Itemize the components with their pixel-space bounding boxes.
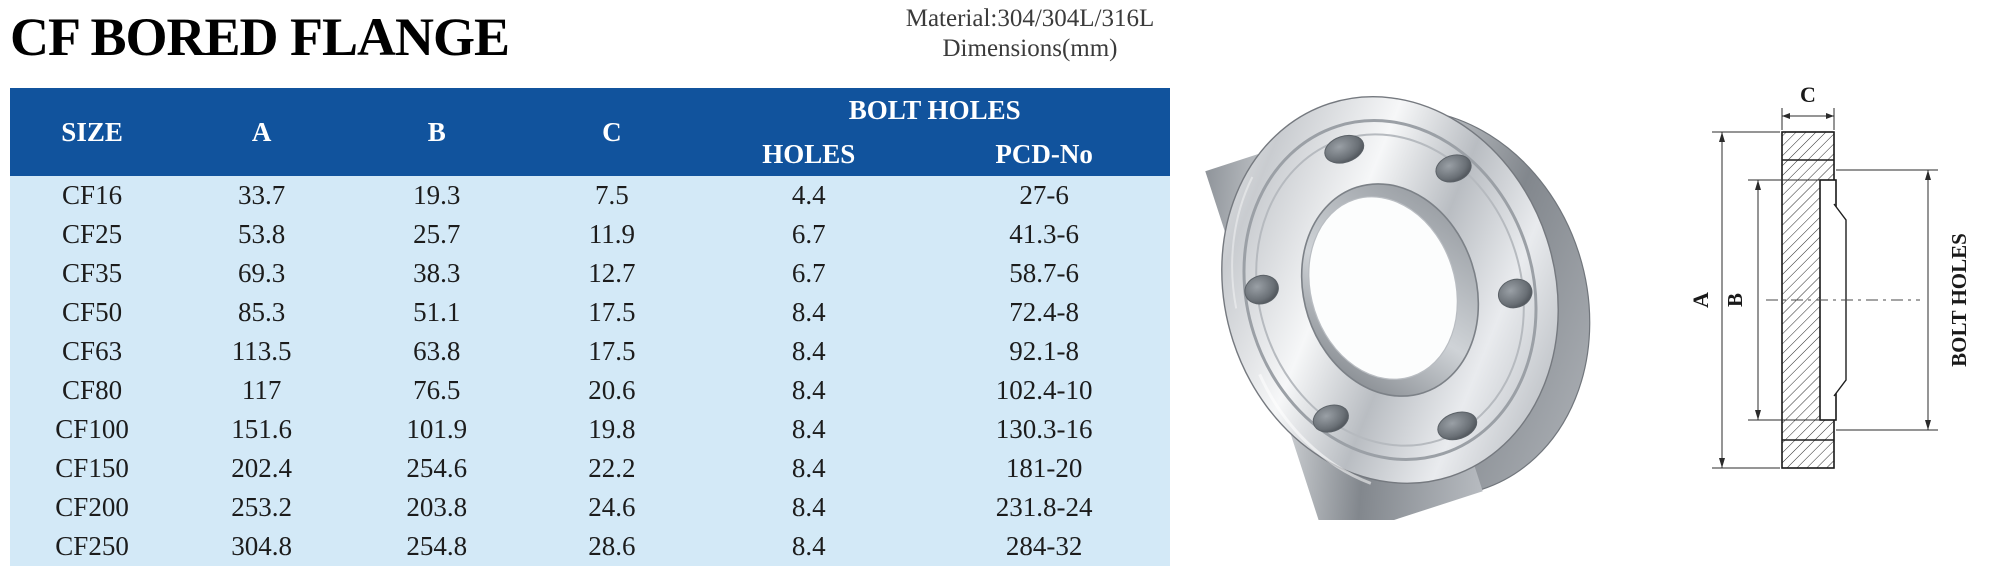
cell-b: 63.8 [349, 332, 524, 371]
dimension-label-c: C [1800, 82, 1816, 107]
cell-a: 85.3 [174, 293, 349, 332]
cell-size: CF35 [10, 254, 174, 293]
material-note [860, 4, 1200, 64]
cell-size: CF50 [10, 293, 174, 332]
cell-c: 28.6 [524, 527, 699, 566]
cell-holes: 4.4 [699, 176, 918, 215]
table-row [10, 254, 1170, 293]
cell-holes: 8.4 [699, 449, 918, 488]
material-text: Material:304/304L/316L [905, 5, 1155, 32]
dimension-c [1782, 108, 1834, 130]
cell-pcd: 231.8-24 [918, 488, 1170, 527]
cell-b: 254.6 [349, 449, 524, 488]
dimension-label-b: B [1723, 292, 1747, 308]
cell-holes: 8.4 [699, 488, 918, 527]
table-row [10, 410, 1170, 449]
cell-a: 117 [174, 371, 349, 410]
cell-holes: 8.4 [699, 527, 918, 566]
col-header-size: SIZE [10, 88, 174, 176]
table-row [10, 293, 1170, 332]
technical-drawing-svg [1670, 50, 2000, 550]
table-row [10, 449, 1170, 488]
table-row [10, 332, 1170, 371]
cell-size: CF16 [10, 176, 174, 215]
cell-a: 151.6 [174, 410, 349, 449]
cell-b: 19.3 [349, 176, 524, 215]
cell-holes: 8.4 [699, 293, 918, 332]
cell-c: 17.5 [524, 332, 699, 371]
cell-b: 203.8 [349, 488, 524, 527]
cell-pcd: 102.4-10 [918, 371, 1170, 410]
cell-c: 19.8 [524, 410, 699, 449]
col-header-pcd-no: PCD-No [918, 132, 1170, 176]
cell-c: 22.2 [524, 449, 699, 488]
cell-a: 53.8 [174, 215, 349, 254]
cell-pcd: 181-20 [918, 449, 1170, 488]
cell-pcd: 130.3-16 [918, 410, 1170, 449]
table-row [10, 215, 1170, 254]
flange-photo [1180, 60, 1600, 520]
col-header-b: B [349, 88, 524, 176]
cell-size: CF250 [10, 527, 174, 566]
table-row [10, 176, 1170, 215]
cell-a: 253.2 [174, 488, 349, 527]
page-title: CF BORED FLANGE [10, 7, 510, 67]
dimension-label-a: A [1688, 292, 1713, 308]
flange-photo-svg [1180, 60, 1600, 520]
cell-holes: 6.7 [699, 254, 918, 293]
cell-pcd: 72.4-8 [918, 293, 1170, 332]
dimension-label-bolt-holes: BOLT HOLES [1947, 233, 1971, 367]
cell-holes: 8.4 [699, 371, 918, 410]
cell-size: CF150 [10, 449, 174, 488]
cell-b: 76.5 [349, 371, 524, 410]
flange-body [1180, 60, 1600, 520]
col-header-c: C [524, 88, 699, 176]
table-head [10, 88, 1170, 176]
cell-c: 12.7 [524, 254, 699, 293]
col-header-a: A [174, 88, 349, 176]
cell-c: 7.5 [524, 176, 699, 215]
cell-a: 33.7 [174, 176, 349, 215]
cell-b: 38.3 [349, 254, 524, 293]
cell-holes: 8.4 [699, 332, 918, 371]
table-row [10, 527, 1170, 566]
cell-a: 304.8 [174, 527, 349, 566]
cell-c: 24.6 [524, 488, 699, 527]
cell-pcd: 284-32 [918, 527, 1170, 566]
cell-holes: 8.4 [699, 410, 918, 449]
cell-c: 11.9 [524, 215, 699, 254]
cell-size: CF63 [10, 332, 174, 371]
spec-table-container [10, 88, 1170, 566]
cell-b: 254.8 [349, 527, 524, 566]
cell-c: 20.6 [524, 371, 699, 410]
dimensions-text: Dimensions(mm) [942, 35, 1118, 62]
cell-a: 113.5 [174, 332, 349, 371]
cell-b: 51.1 [349, 293, 524, 332]
col-header-holes: HOLES [699, 132, 918, 176]
cell-pcd: 92.1-8 [918, 332, 1170, 371]
cell-c: 17.5 [524, 293, 699, 332]
table-row [10, 488, 1170, 527]
cell-size: CF25 [10, 215, 174, 254]
flange-technical-drawing [1670, 50, 2000, 550]
cell-size: CF100 [10, 410, 174, 449]
cell-size: CF200 [10, 488, 174, 527]
col-header-bolt-holes-group: BOLT HOLES [699, 88, 1170, 132]
cell-b: 101.9 [349, 410, 524, 449]
spec-table [10, 88, 1170, 566]
cell-a: 202.4 [174, 449, 349, 488]
table-header-row-top [10, 88, 1170, 132]
table-row [10, 371, 1170, 410]
cell-pcd: 41.3-6 [918, 215, 1170, 254]
cell-size: CF80 [10, 371, 174, 410]
cell-pcd: 27-6 [918, 176, 1170, 215]
cell-pcd: 58.7-6 [918, 254, 1170, 293]
cell-b: 25.7 [349, 215, 524, 254]
cell-a: 69.3 [174, 254, 349, 293]
table-body [10, 176, 1170, 566]
cell-holes: 6.7 [699, 215, 918, 254]
